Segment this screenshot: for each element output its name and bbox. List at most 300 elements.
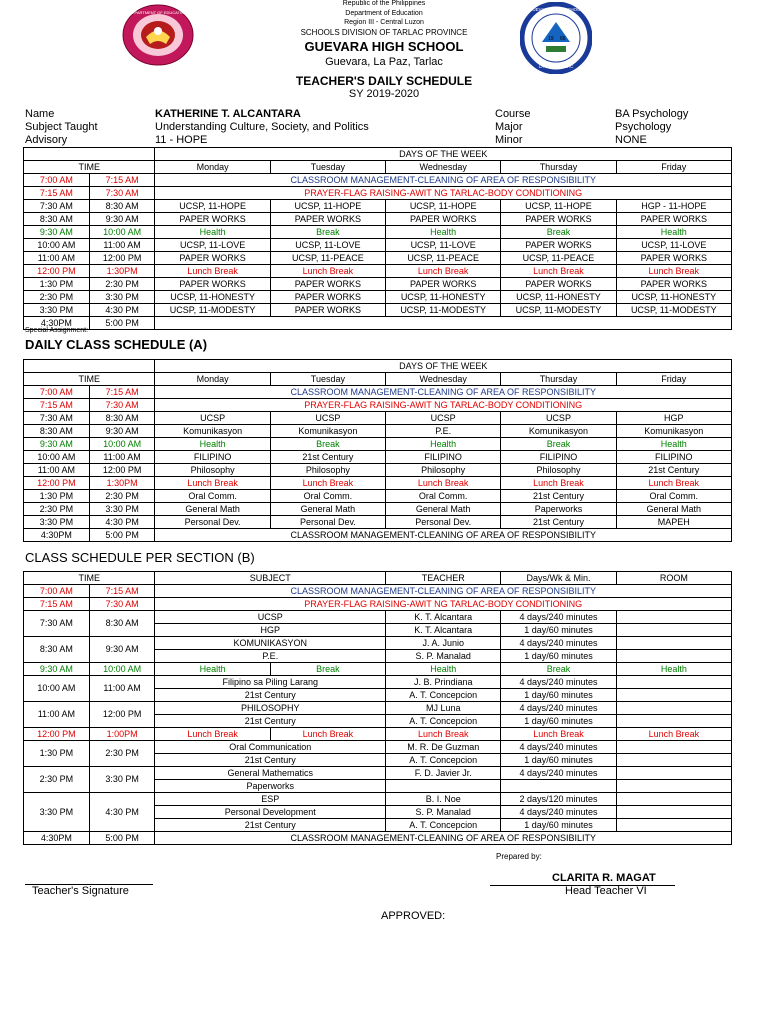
time-from: 11:00 AM [24,464,90,477]
class-cell: Health [155,226,270,239]
class-cell: UCSP, 11-HONESTY [616,291,731,304]
day-header: Thursday [501,161,616,174]
days-minutes-cell: 1 day/60 minutes [501,715,616,728]
header-blank [24,148,155,161]
time-to: 7:15 AM [89,174,155,187]
section-row [24,793,732,806]
days-minutes-cell: 1 day/60 minutes [501,624,616,637]
time-from: 2:30 PM [24,291,90,304]
class-cell: UCSP, 11-HOPE [386,200,501,213]
class-cell: FILIPINO [155,451,270,464]
room-cell [616,650,731,663]
teacher-cell: K. T. Alcantara [386,611,501,624]
days-minutes-cell [501,780,616,793]
teacher-cell: B. I. Noe [386,793,501,806]
days-minutes-cell: 1 day/60 minutes [501,819,616,832]
teacher-cell: K. T. Alcantara [386,624,501,637]
subject-cell: General Mathematics [155,767,386,780]
time-from: 12:00 PM [24,477,90,490]
time-from: 2:30 PM [24,503,90,516]
class-cell: Break [270,438,385,451]
class-cell: 21st Century [501,516,616,529]
time-from: 7:15 AM [24,598,90,611]
subject-cell: P.E. [155,650,386,663]
class-cell: HGP - 11-HOPE [616,200,731,213]
class-cell: UCSP [155,412,270,425]
subject-cell: ESP [155,793,386,806]
time-from: 9:30 AM [24,438,90,451]
class-cell: PAPER WORKS [386,278,501,291]
time-header: TIME [24,373,155,386]
minor-value: NONE [615,134,647,146]
class-cell: Break [270,226,385,239]
days-of-week-header: DAYS OF THE WEEK [155,360,732,373]
subject-cell: Oral Communication [155,741,386,754]
time-from: 1:30 PM [24,741,90,767]
approved-label: APPROVED: [381,910,446,922]
class-cell: UCSP, 11-MODESTY [501,304,616,317]
time-to: 1:30PM [89,477,155,490]
time-to: 1:00PM [89,728,155,741]
schedule-row [24,464,732,477]
class-cell: PAPER WORKS [270,278,385,291]
class-cell: PAPER WORKS [501,213,616,226]
school-address: Guevara, La Paz, Tarlac [325,56,443,68]
class-cell: 21st Century [270,451,385,464]
schedule-row [24,438,732,451]
merged-activity-cell: PRAYER-FLAG RAISING-AWIT NG TARLAC-BODY CONDITIONING [155,399,732,412]
section-row [24,767,732,780]
schedule-row [24,399,732,412]
time-header: TIME [24,572,155,585]
major-value: Psychology [615,121,672,133]
class-cell: 21st Century [501,490,616,503]
subject-cell: 21st Century [155,689,386,702]
days-of-week-header: DAYS OF THE WEEK [155,148,732,161]
subject-cell: 21st Century [155,754,386,767]
break-cell: Lunch Break [501,728,616,741]
room-cell [616,611,731,624]
teacher-cell: A. T. Concepcion [386,819,501,832]
region-line: Region III - Central Luzon [344,19,424,26]
days-minutes-cell: 1 day/60 minutes [501,689,616,702]
class-cell: PAPER WORKS [616,252,731,265]
class-cell: UCSP, 11-MODESTY [616,304,731,317]
schedule-row [24,252,732,265]
class-schedule-b-table [23,571,732,845]
class-cell: General Math [155,503,270,516]
time-from: 10:00 AM [24,239,90,252]
class-cell: Break [501,226,616,239]
time-from: 1:30 PM [24,490,90,503]
class-cell: PAPER WORKS [155,278,270,291]
break-cell: Lunch Break [386,728,501,741]
class-cell: UCSP, 11-LOVE [155,239,270,252]
room-cell [616,767,731,780]
day-header: Friday [616,161,731,174]
break-cell: Break [501,663,616,676]
days-minutes-cell: 4 days/240 minutes [501,676,616,689]
break-cell: Health [386,663,501,676]
subject-cell: Filipino sa Piling Larang [155,676,386,689]
teacher-cell: J. B. Prindiana [386,676,501,689]
schedule-row [24,265,732,278]
class-cell: Komunikasyon [270,425,385,438]
schedule-row [24,174,732,187]
subject-cell: KOMUNIKASYON [155,637,386,650]
time-from: 3:30 PM [24,304,90,317]
schedule-row [24,477,732,490]
days-minutes-cell: 2 days/120 minutes [501,793,616,806]
class-cell: UCSP, 11-LOVE [386,239,501,252]
class-cell: General Math [386,503,501,516]
time-from: 8:30 AM [24,637,90,663]
svg-text:19: 19 [548,36,554,42]
class-cell: Paperworks [501,503,616,516]
time-from: 11:00 AM [24,702,90,728]
room-cell [616,637,731,650]
division-line: SCHOOLS DIVISION OF TARLAC PROVINCE [300,28,468,37]
department-line: Department of Education [345,10,423,17]
day-header: Friday [616,373,731,386]
teacher-cell [386,780,501,793]
class-schedule-a-title: DAILY CLASS SCHEDULE (A) [25,337,208,352]
time-from: 1:30 PM [24,278,90,291]
class-cell: Komunikasyon [501,425,616,438]
class-cell: Lunch Break [616,477,731,490]
time-to: 4:30 PM [89,516,155,529]
class-cell: FILIPINO [501,451,616,464]
time-to: 12:00 PM [89,464,155,477]
time-to: 11:00 AM [89,676,155,702]
subject-cell: 21st Century [155,819,386,832]
school-year: SY 2019-2020 [348,88,420,100]
time-to: 9:30 AM [89,637,155,663]
teacher-schedule-table [23,147,732,330]
schedule-row [24,425,732,438]
schedule-row [24,386,732,399]
subject-label: Subject Taught [25,121,98,133]
head-teacher-name: CLARITA R. MAGAT [552,872,656,884]
section-row [24,676,732,689]
class-cell: UCSP, 11-MODESTY [386,304,501,317]
room-cell [616,702,731,715]
time-from: 7:15 AM [24,399,90,412]
time-from: 3:30 PM [24,516,90,529]
teacher-cell: MJ Luna [386,702,501,715]
class-cell: PAPER WORKS [270,213,385,226]
time-to: 8:30 AM [89,611,155,637]
schedule-row [24,304,732,317]
time-from: 4:30PM [24,529,90,542]
class-cell: Lunch Break [501,477,616,490]
time-from: 7:30 AM [24,412,90,425]
class-cell: Komunikasyon [616,425,731,438]
schedule-row [24,226,732,239]
school-name: GUEVARA HIGH SCHOOL [304,39,464,54]
section-row [24,741,732,754]
day-header: Tuesday [270,161,385,174]
class-cell: PAPER WORKS [155,213,270,226]
schedule-row [24,187,732,200]
time-to: 10:00 AM [89,438,155,451]
room-cell [616,754,731,767]
day-header: Wednesday [386,161,501,174]
time-to: 12:00 PM [89,252,155,265]
class-cell: PAPER WORKS [270,304,385,317]
merged-activity-cell: PRAYER-FLAG RAISING-AWIT NG TARLAC-BODY CONDITIONING [155,598,732,611]
class-cell: Lunch Break [155,477,270,490]
day-header: Monday [155,373,270,386]
time-to: 2:30 PM [89,490,155,503]
class-cell: Komunikasyon [155,425,270,438]
schedule-row [24,451,732,464]
class-cell: PAPER WORKS [270,291,385,304]
days-minutes-cell: 1 day/60 minutes [501,650,616,663]
room-cell [616,624,731,637]
class-cell: PAPER WORKS [616,213,731,226]
svg-text:66: 66 [560,36,566,42]
section-schedule-header-row [24,572,732,585]
time-to: 2:30 PM [89,741,155,767]
time-to: 8:30 AM [89,412,155,425]
room-cell [616,780,731,793]
time-to: 7:30 AM [89,187,155,200]
class-cell: UCSP, 11-HONESTY [501,291,616,304]
class-cell: UCSP, 11-HONESTY [155,291,270,304]
time-from: 11:00 AM [24,252,90,265]
day-header: Monday [155,161,270,174]
time-to: 11:00 AM [89,239,155,252]
room-header: ROOM [616,572,731,585]
class-cell: Philosophy [270,464,385,477]
subject-cell: HGP [155,624,386,637]
time-from: 2:30 PM [24,767,90,793]
class-cell: UCSP, 11-PEACE [501,252,616,265]
time-to: 1:30PM [89,265,155,278]
class-cell: UCSP, 11-LOVE [270,239,385,252]
days-minutes-cell: 4 days/240 minutes [501,637,616,650]
merged-activity-cell: CLASSROOM MANAGEMENT-CLEANING OF AREA OF RESPONSIBILITY [155,386,732,399]
teacher-header: TEACHER [386,572,501,585]
section-row [24,611,732,624]
room-cell [616,819,731,832]
room-cell [616,806,731,819]
class-cell: UCSP, 11-HOPE [270,200,385,213]
break-cell: Lunch Break [155,728,270,741]
time-from: 10:00 AM [24,451,90,464]
class-cell: FILIPINO [386,451,501,464]
class-cell: Lunch Break [270,477,385,490]
teacher-cell: A. T. Concepcion [386,715,501,728]
class-cell: 21st Century [616,464,731,477]
section-row [24,832,732,845]
schedule-row [24,516,732,529]
schedule-row [24,529,732,542]
schedule-row [24,291,732,304]
class-cell: Lunch Break [270,265,385,278]
days-min-header: Days/Wk & Min. [501,572,616,585]
time-header: TIME [24,161,155,174]
class-cell: Health [386,226,501,239]
subject-cell: UCSP [155,611,386,624]
class-cell: Oral Comm. [155,490,270,503]
class-cell: HGP [616,412,731,425]
room-cell [616,689,731,702]
merged-activity-cell: CLASSROOM MANAGEMENT-CLEANING OF AREA OF RESPONSIBILITY [155,174,732,187]
time-from: 7:30 AM [24,611,90,637]
room-cell [616,793,731,806]
subject-taught: Understanding Culture, Society, and Politics [155,121,369,133]
time-to: 10:00 AM [89,226,155,239]
teacher-schedule-header-row [24,148,732,161]
section-row [24,702,732,715]
time-from: 7:00 AM [24,386,90,399]
class-cell: Personal Dev. [270,516,385,529]
course-label: Course [495,108,531,120]
schedule-row [24,503,732,516]
teacher-cell: A. T. Concepcion [386,689,501,702]
schedule-row [24,317,732,330]
time-to: 11:00 AM [89,451,155,464]
time-to: 7:30 AM [89,598,155,611]
class-cell: General Math [270,503,385,516]
advisory-value: 11 - HOPE [155,134,208,146]
schedule-row [24,490,732,503]
section-row [24,598,732,611]
class-cell: MAPEH [616,516,731,529]
break-cell: Health [155,663,270,676]
class-cell: UCSP, 11-HOPE [155,200,270,213]
class-cell: UCSP [270,412,385,425]
class-cell: Philosophy [155,464,270,477]
time-to: 4:30 PM [89,793,155,832]
subject-cell: 21st Century [155,715,386,728]
time-from: 8:30 AM [24,213,90,226]
time-from: 7:15 AM [24,187,90,200]
schedule-row [24,200,732,213]
time-to: 2:30 PM [89,278,155,291]
name-label: Name [25,108,55,120]
teacher-signature-label: Teacher's Signature [32,885,129,897]
schedule-row [24,239,732,252]
subject-header: SUBJECT [155,572,386,585]
head-teacher-title: Head Teacher VI [565,885,647,897]
merged-activity-cell [155,317,732,330]
room-cell [616,715,731,728]
break-cell: Break [270,663,385,676]
class-cell: Lunch Break [501,265,616,278]
class-cell: Philosophy [501,464,616,477]
days-minutes-cell: 1 day/60 minutes [501,754,616,767]
teacher-name: KATHERINE T. ALCANTARA [155,108,301,120]
major-label: Major [495,121,523,133]
schedule-row [24,278,732,291]
class-cell: Health [616,226,731,239]
schedule-row [24,412,732,425]
class-cell: PAPER WORKS [616,278,731,291]
class-cell: Philosophy [386,464,501,477]
teacher-cell: A. T. Concepcion [386,754,501,767]
time-from: 9:30 AM [24,226,90,239]
section-row [24,637,732,650]
teacher-cell: M. R. De Guzman [386,741,501,754]
class-cell: UCSP, 11-PEACE [386,252,501,265]
time-to: 10:00 AM [89,663,155,676]
time-from: 10:00 AM [24,676,90,702]
merged-activity-cell: CLASSROOM MANAGEMENT-CLEANING OF AREA OF RESPONSIBILITY [155,585,732,598]
class-cell: P.E. [386,425,501,438]
teacher-schedule-header-row [24,161,732,174]
class-schedule-a-header-row [24,373,732,386]
class-schedule-b-title: CLASS SCHEDULE PER SECTION (B) [25,550,255,565]
header-blank [24,360,155,373]
class-cell: General Math [616,503,731,516]
course-value: BA Psychology [615,108,689,120]
day-header: Tuesday [270,373,385,386]
class-cell: Break [501,438,616,451]
time-to: 3:30 PM [89,767,155,793]
class-cell: UCSP [501,412,616,425]
subject-cell: Paperworks [155,780,386,793]
class-schedule-a-table [23,359,732,542]
prepared-by-label: Prepared by: [496,852,542,861]
time-from: 7:30 AM [24,200,90,213]
class-cell: Lunch Break [386,477,501,490]
class-cell: Health [386,438,501,451]
class-schedule-a-header-row [24,360,732,373]
class-cell: PAPER WORKS [501,239,616,252]
advisory-label: Advisory [25,134,68,146]
section-row [24,585,732,598]
break-cell: Lunch Break [616,728,731,741]
minor-label: Minor [495,134,523,146]
special-assignment-label: Special Assignment: [25,327,89,334]
room-cell [616,676,731,689]
room-cell [616,741,731,754]
time-to: 5:00 PM [89,832,155,845]
days-minutes-cell: 4 days/240 minutes [501,702,616,715]
time-to: 9:30 AM [89,213,155,226]
teacher-cell: F. D. Javier Jr. [386,767,501,780]
class-cell: FILIPINO [616,451,731,464]
svg-text:GUEVARA HIGH SCHOOL: GUEVARA HIGH SCHOOL [528,7,584,12]
svg-text:LA PAZ, TARLAC: LA PAZ, TARLAC [538,64,574,69]
time-from: 7:00 AM [24,585,90,598]
time-from: 4:30PM [24,832,90,845]
time-from: 7:00 AM [24,174,90,187]
days-minutes-cell: 4 days/240 minutes [501,767,616,780]
svg-text:DEPARTMENT OF EDUCATION: DEPARTMENT OF EDUCATION [128,10,188,15]
time-to: 3:30 PM [89,503,155,516]
class-cell: PAPER WORKS [386,213,501,226]
time-to: 8:30 AM [89,200,155,213]
class-cell: Health [616,438,731,451]
class-cell: Lunch Break [616,265,731,278]
class-cell: Personal Dev. [155,516,270,529]
merged-activity-cell: CLASSROOM MANAGEMENT-CLEANING OF AREA OF RESPONSIBILITY [155,529,732,542]
merged-activity-cell: CLASSROOM MANAGEMENT-CLEANING OF AREA OF RESPONSIBILITY [155,832,732,845]
time-from: 8:30 AM [24,425,90,438]
time-from: 12:00 PM [24,728,90,741]
schedule-row [24,213,732,226]
time-to: 9:30 AM [89,425,155,438]
class-cell: Oral Comm. [270,490,385,503]
class-cell: UCSP, 11-HOPE [501,200,616,213]
days-minutes-cell: 4 days/240 minutes [501,741,616,754]
teacher-cell: S. P. Manalad [386,806,501,819]
time-from: 12:00 PM [24,265,90,278]
